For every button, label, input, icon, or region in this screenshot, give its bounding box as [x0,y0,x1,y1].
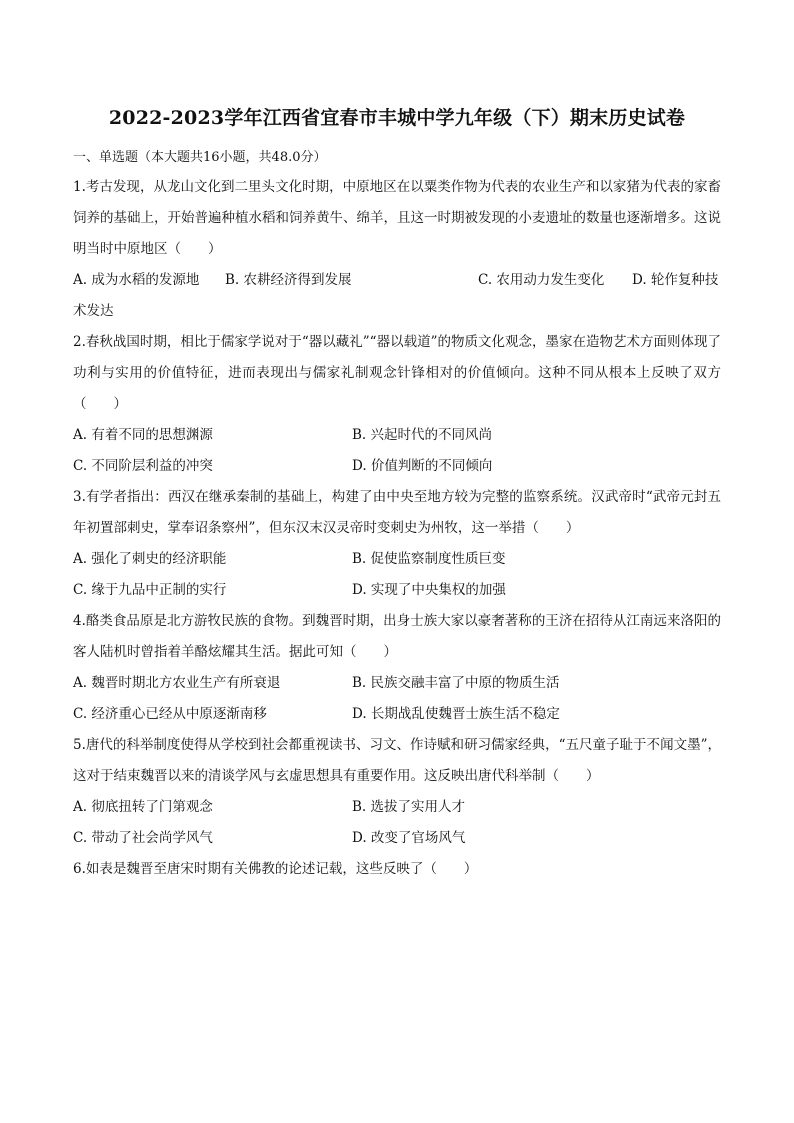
option-d[interactable]: D. 改变了官场风气 [352,830,466,846]
option-b[interactable]: B. 选拔了实用人才 [352,799,466,815]
option-c[interactable]: C. 缘于九品中正制的实行 [73,582,227,598]
option-a[interactable]: A. 强化了刺史的经济职能 [73,551,227,567]
options-row [73,699,721,730]
option-b[interactable]: B. 民族交融丰富了中原的物质生活 [352,675,560,691]
options-row [73,823,721,854]
question-5 [73,730,721,854]
question-stem: 1.考古发现，从龙山文化到二里头文化时期，中原地区在以粟类作物为代表的农业生产和以家猪为代表的家畜饲养的基础上，开始普遍种植水稻和饲养黄牛、绵羊，且这一时期被发现的小麦遗址的数量也逐渐增多。这说明当时中原地区（ ） [73,179,721,257]
option-a[interactable]: A. 有着不同的思想渊源 [73,427,213,443]
question-stem: 5.唐代的科举制度使得从学校到社会都重视读书、习文、作诗赋和研习儒家经典，“五尺童子耻于不闻文墨”，这对于结束魏晋以来的清谈学风与玄虚思想具有重要作用。这反映出唐代科举制（ ） [73,737,721,784]
question-stem: 3.有学者指出：西汉在继承秦制的基础上，构建了由中央至地方较为完整的监察系统。汉武帝时“武帝元封五年初置部刺史，掌奉诏条察州”，但东汉末汉灵帝时变刺史为州牧，这一举措（ ） [73,489,721,536]
options-row [73,265,721,296]
option-b[interactable]: B. 兴起时代的不同风尚 [352,427,493,443]
options-row [73,575,721,606]
options-row [73,544,721,575]
question-4 [73,606,721,730]
question-stem: 2.春秋战国时期，相比于儒家学说对于“器以藏礼”“器以载道”的物质文化观念，墨家在造物艺术方面则体现了功利与实用的价值特征，进而表现出与儒家礼制观念针锋相对的价值倾向。这种不同从根本上反映了双方（ ） [73,334,721,412]
option-b[interactable]: B. 农耕经济得到发展 [225,272,352,288]
options-row [73,420,721,451]
question-stem: 4.酪类食品原是北方游牧民族的食物。到魏晋时期，出身士族大家以豪奢著称的王济在招待从江南远来洛阳的客人陆机时曾指着羊酪炫耀其生活。据此可知（ ） [73,613,721,660]
option-d[interactable]: D. 价值判断的不同倾向 [352,458,493,474]
exam-title: 2022-2023学年江西省宜春市丰城中学九年级（下）期末历史试卷 [108,107,686,129]
option-b[interactable]: B. 促使监察制度性质巨变 [352,551,506,567]
option-c[interactable]: C. 不同阶层利益的冲突 [73,458,213,474]
option-c[interactable]: C. 带动了社会尚学风气 [73,830,213,846]
option-a[interactable]: A. 彻底扭转了门第观念 [73,799,213,815]
option-c[interactable]: C. 农用动力发生变化 [478,272,605,288]
question-2 [73,327,721,482]
section-heading: 一、单选题（本大题共16小题，共48.0分） [73,150,327,165]
options-row [73,668,721,699]
option-a[interactable]: A. 魏晋时期北方农业生产有所衰退 [73,675,281,691]
option-d-continued: 术发达 [73,303,114,319]
option-d[interactable]: D. 长期战乱使魏晋士族生活不稳定 [352,706,560,722]
question-6 [73,854,721,885]
option-d[interactable]: D. 实现了中央集权的加强 [352,582,506,598]
option-d[interactable]: D. 轮作复种技 [632,272,719,288]
question-stem: 6.如表是魏晋至唐宋时期有关佛教的论述记载，这些反映了（ ） [73,861,478,877]
question-1 [73,172,721,327]
question-list [73,172,721,885]
options-row [73,792,721,823]
options-row [73,451,721,482]
option-a[interactable]: A. 成为水稻的发源地 [73,272,200,288]
question-3 [73,482,721,606]
option-c[interactable]: C. 经济重心已经从中原逐渐南移 [73,706,267,722]
